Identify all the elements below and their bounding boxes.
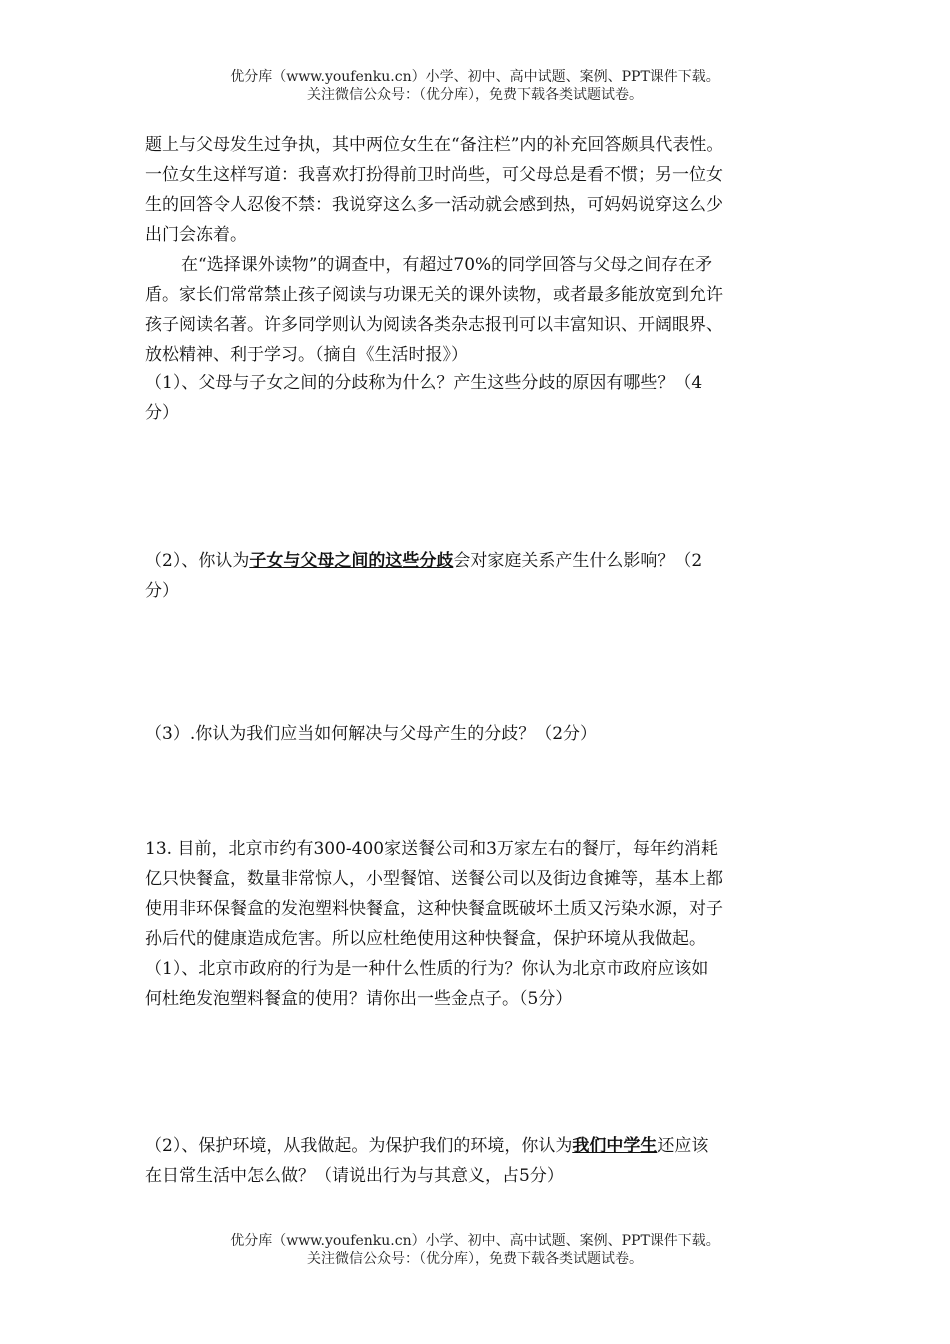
- question-line: 在日常生活中怎么做？（请说出行为与其意义，占5分）: [145, 1166, 564, 1186]
- question-line: 13. 目前，北京市约有300-400家送餐公司和3万家左右的餐厅，每年约消耗: [145, 839, 718, 859]
- page-footer: [0, 1232, 950, 1268]
- q12-sub2-post: 会对家庭关系产生什么影响？（2: [453, 551, 703, 571]
- passage-line: 题上与父母发生过争执，其中两位女生在“备注栏”内的补充回答颇具代表性。: [145, 135, 724, 155]
- question-line: 分）: [145, 581, 179, 601]
- passage-line: 生的回答令人忍俊不禁：我说穿这么多一活动就会感到热，可妈妈说穿这么少: [145, 195, 723, 215]
- q12-sub2-emphasis: 子女与父母之间的这些分歧: [249, 551, 454, 571]
- header-line-1: 优分库（www.youfenku.cn）小学、初中、高中试题、案例、PPT课件下载。: [230, 69, 720, 85]
- q13-sub2-pre: （2）、保护环境，从我做起。为保护我们的环境，你认为: [145, 1136, 573, 1156]
- passage-line: 出门会冻着。: [145, 225, 247, 245]
- question-line: [145, 1131, 815, 1161]
- question-line: （1）、北京市政府的行为是一种什么性质的行为？你认为北京市政府应该如: [145, 959, 709, 979]
- q13-sub2-post: 还应该: [657, 1136, 709, 1156]
- q12-sub2: [145, 546, 815, 606]
- question-line: 分）: [145, 403, 179, 423]
- question-line: [145, 546, 815, 576]
- footer-line-1: 优分库（www.youfenku.cn）小学、初中、高中试题、案例、PPT课件下载。: [230, 1233, 720, 1249]
- question-line: 亿只快餐盒，数量非常惊人，小型餐馆、送餐公司以及街边食摊等，基本上都: [145, 869, 723, 889]
- page-header: [0, 68, 950, 104]
- question-line: （3）.你认为我们应当如何解决与父母产生的分歧？（2分）: [145, 724, 598, 744]
- question-line: 使用非环保餐盒的发泡塑料快餐盒，这种快餐盒既破坏土质又污染水源，对子: [145, 899, 723, 919]
- passage-line: 放松精神、利于学习。（摘自《生活时报》）: [145, 345, 468, 365]
- q12-sub3: [145, 719, 815, 749]
- passage-line: 盾。家长们常常禁止孩子阅读与功课无关的课外读物，或者最多能放宽到允许: [145, 285, 723, 305]
- q13-sub2-emphasis: 我们中学生: [572, 1136, 658, 1156]
- question-line: 何杜绝发泡塑料餐盒的使用？请你出一些金点子。（5分）: [145, 989, 573, 1009]
- passage-line: 在“选择课外读物”的调查中，有超过70%的同学回答与父母之间存在矛: [181, 255, 713, 275]
- passage: [145, 130, 815, 370]
- q13-stem: [145, 834, 815, 1014]
- passage-line: 一位女生这样写道：我喜欢打扮得前卫时尚些，可父母总是看不惯；另一位女: [145, 165, 723, 185]
- q13-sub2: [145, 1131, 815, 1191]
- q12-sub1: [145, 368, 815, 428]
- question-line: 孙后代的健康造成危害。所以应杜绝使用这种快餐盒，保护环境从我做起。: [145, 929, 706, 949]
- q12-sub2-pre: （2）、你认为: [145, 551, 250, 571]
- footer-line-2: 关注微信公众号：（优分库），免费下载各类试题试卷。: [307, 1251, 643, 1267]
- header-line-2: 关注微信公众号：（优分库），免费下载各类试题试卷。: [307, 87, 643, 103]
- passage-line: 孩子阅读名著。许多同学则认为阅读各类杂志报刊可以丰富知识、开阔眼界、: [145, 315, 723, 335]
- question-line: （1）、父母与子女之间的分歧称为什么？产生这些分歧的原因有哪些？（4: [145, 373, 703, 393]
